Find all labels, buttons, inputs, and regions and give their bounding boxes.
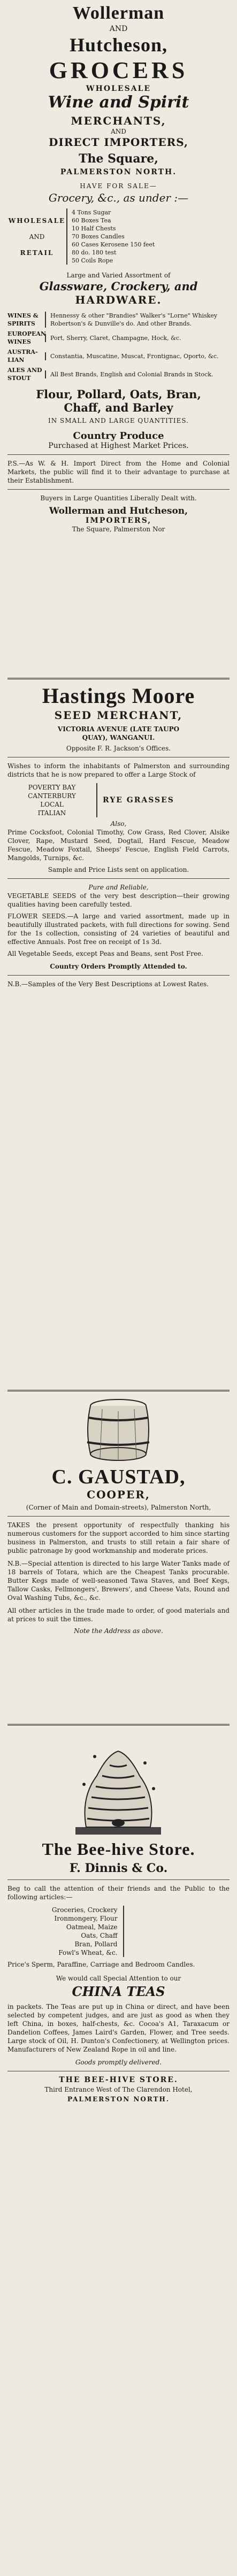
buyers-line: Buyers in Large Quantities Liberally Dealt with. — [40, 494, 197, 502]
ales-text: All Best Brands, English and Colonial Brands in Stock. — [45, 370, 230, 378]
list-item: 70 Boxes Candles — [72, 233, 125, 240]
nb-line: N.B.—Samples of the Very Best Descriptions at Lowest Rates. — [7, 980, 209, 988]
advert-separator — [7, 1390, 230, 1391]
austral-label: AUSTRA-LIAN — [7, 349, 38, 363]
direct-importers-heading: DIRECT IMPORTERS, — [49, 136, 188, 149]
town-line: PALMERSTON NORTH. — [67, 2095, 170, 2103]
third-entrance: Third Entrance West of The Clarendon Hotel, — [44, 2086, 193, 2093]
side-and: AND — [29, 233, 45, 241]
euro-label: EUROPEAN WINES — [7, 330, 46, 345]
austral-text: Constantia, Muscatine, Muscat, Frontignac, Oporto, &c. — [45, 352, 230, 360]
euro-text: Port, Sherry, Claret, Champagne, Hock, &c. — [45, 334, 230, 342]
list-item — [7, 366, 230, 382]
divider — [7, 1879, 230, 1880]
and-word-2: AND — [111, 128, 126, 135]
hastings-advert — [7, 684, 230, 988]
cooper-heading: COOPER, — [87, 1488, 150, 1501]
beehive-illustration — [7, 1732, 230, 1839]
wholesale-retail-side — [7, 216, 66, 257]
divider — [7, 454, 230, 455]
list-item: Ironmongery, Flour — [54, 1915, 118, 1922]
ps-paragraph: P.S.—As W. & H. Import Direct from the Home and Colonial Markets, the public will find it to their advantage to purchase at their Establishment. — [7, 460, 230, 484]
opposite-line: Opposite F. R. Jackson's Offices. — [66, 745, 171, 752]
list-item: Fowl's Wheat, &c. — [58, 1949, 118, 1956]
merchants-heading: MERCHANTS, — [71, 114, 166, 127]
list-item: Oats, Chaff — [81, 1932, 118, 1939]
quantities-line: IN SMALL AND LARGE QUANTITIES. — [48, 417, 189, 424]
list-item: 60 Cases Kerosene 150 feet — [72, 241, 155, 248]
country-produce-heading: Country Produce — [73, 430, 164, 442]
divider — [7, 1516, 230, 1517]
veg-post-line: All Vegetable Seeds, except Peas and Beans, sent Post Free. — [7, 950, 203, 957]
list-item: 10 Half Chests — [72, 225, 116, 232]
hardware-heading: HARDWARE. — [75, 293, 162, 306]
wines-text: Hennessy & other "Brandies" Walker's "Lorne" Whiskey Robertson's & Dunville's do. And other Brands. — [45, 312, 230, 328]
gaustad-advert — [7, 1398, 230, 1635]
beehive-title: The Bee-hive Store. — [42, 1839, 195, 1859]
other-articles-paragraph: All other articles in the trade made to order, of good materials and at prices to suit the times. — [7, 1607, 230, 1623]
rye-grasses-label: RYE GRASSES — [103, 796, 174, 804]
rye-grass-block — [7, 783, 230, 817]
grocers-heading: GROCERS — [49, 57, 188, 83]
list-item: LOCAL — [40, 801, 64, 808]
list-item: 4 Tons Sugar — [72, 209, 111, 216]
wholesale-retail-block — [7, 208, 230, 265]
glass-intro: Large and Varied Assortment of — [66, 272, 171, 279]
address-2: QUAY), WANGANUI. — [82, 734, 155, 741]
importers-line: IMPORTERS, — [85, 516, 152, 525]
tanks-paragraph: N.B.—Special attention is directed to his large Water Tanks made of 18 barrels of Totara, which are the Cheapest Tanks procurable. Butter Kegs made of well-seasoned Tawa Staves, and Beef Kegs, Tallow Casks, Fellmongers', Brewers', and Cheese Vats, Round and Oval Washing Tubs, &c., &c. — [7, 1560, 230, 1602]
barrel-illustration — [7, 1398, 230, 1463]
purchased-line: Purchased at Highest Market Prices. — [48, 442, 189, 450]
side-retail: RETAIL — [20, 249, 54, 257]
list-item — [7, 348, 230, 364]
advert-separator — [7, 1724, 230, 1726]
town-heading: PALMERSTON NORTH. — [60, 168, 177, 176]
teas-paragraph: in packets. The Teas are put up in China or direct, and have been selected by competent judges, and are just as good as when they left China, in boxes, half-chests, &c. Cocoa's A1, Taraxacum or Dandelion Coffees, James Laird's Garden, Flower, and Tree seeds. Large stock of Oil, H. Dunton's Confectionery, at Wellington prices. Manufacturers of New Zealand Rope in oil and line. — [7, 2003, 230, 2053]
goods-delivered: Goods promptly delivered. — [75, 2059, 162, 2066]
grass-list — [7, 783, 97, 817]
country-orders: Country Orders Promptly Attended to. — [50, 963, 187, 970]
list-item — [7, 330, 230, 346]
owner-name: F. Dinnis & Co. — [69, 1861, 168, 1875]
stock-list — [66, 208, 230, 265]
gaustad-name: C. GAUSTAD, — [51, 1466, 186, 1488]
and-word: AND — [109, 25, 128, 33]
store-signature: THE BEE-HIVE STORE. — [59, 2076, 178, 2084]
list-item: 60 Boxes Tea — [72, 217, 111, 224]
price-candles: Price's Sperm, Paraffine, Carriage and Bedroom Candles. — [7, 1961, 195, 1968]
hastings-name: Hastings Moore — [42, 684, 195, 708]
glassware-heading: Glassware, Crockery, and — [39, 280, 198, 293]
address-1: VICTORIA AVENUE (LATE TAUPO — [57, 725, 180, 733]
list-item: Groceries, Crockery — [51, 1906, 118, 1914]
barrel-icon — [81, 1398, 156, 1461]
vegetable-paragraph: VEGETABLE SEEDS of the very best description—their growing qualities having been carefully tested. — [7, 892, 230, 908]
flour-heading: Flour, Pollard, Oats, Bran, — [36, 388, 201, 401]
list-item — [7, 312, 230, 328]
flower-paragraph: FLOWER SEEDS.—A large and varied assortment, made up in beautifully illustrated packets, with full directions for sowing. Send for the 1s collection, consisting of 24 varieties of beautiful and effective Annuals. Post free on receipt of 1s 3d. — [7, 912, 230, 946]
list-item: Oatmeal, Maize — [66, 1923, 118, 1931]
special-attention: We would call Special Attention to our — [56, 1975, 181, 1982]
chaff-heading: Chaff, and Barley — [64, 401, 173, 414]
wine-spirit-heading: Wine and Spirit — [48, 93, 189, 112]
beehive-icon — [65, 1733, 172, 1838]
divider — [7, 878, 230, 879]
corner-line: (Corner of Main and Domain-streets), Palmerston North, — [26, 1504, 211, 1511]
goods-list — [7, 1906, 124, 1957]
square-heading: The Square, — [79, 152, 158, 166]
side-wholesale: WHOLESALE — [8, 216, 66, 225]
wholesale-heading: WHOLESALE — [86, 84, 151, 93]
wollerman-advert — [7, 3, 230, 533]
intro-paragraph: Beg to call the attention of their friends and the Public to the following articles:— — [7, 1885, 230, 1901]
note-address: Note the Address as above. — [74, 1627, 163, 1635]
list-item: CANTERBURY — [28, 792, 76, 800]
goods-block — [7, 1906, 230, 1957]
intro-paragraph: Wishes to inform the inhabitants of Palmerston and surrounding districts that he is now prepared to offer a Large Stock of — [7, 762, 230, 778]
also-line: Also, — [110, 820, 127, 827]
divider — [7, 975, 230, 976]
samples-line: Sample and Price Lists sent on application. — [48, 866, 189, 873]
thanks-paragraph: TAKES the present opportunity of respectfully thanking his numerous customers for the support accorded to him since starting business in Palmerston, and trusts to still retain a fair share of public patronage by good workmanship and moderate prices. — [7, 1521, 230, 1554]
grasses-paragraph: Prime Cocksfoot, Colonial Timothy, Cow Grass, Red Clover, Alsike Clover, Rape, Mustard Seed, Dogtail, Hard Fescue, Meadow Fescue, Meadow Foxtail, Sheeps' Fescue, English Field Carrots, Mangolds, Turnips, &c. — [7, 829, 230, 862]
advert-separator — [7, 678, 230, 679]
divider — [7, 489, 230, 490]
ales-label: ALES AND STOUT — [7, 367, 42, 382]
signature: Wollerman and Hutcheson, — [49, 506, 188, 516]
china-teas-heading: CHINA TEAS — [72, 1984, 165, 1999]
address-line: The Square, Palmerston Nor — [72, 525, 165, 533]
have-for-sale: HAVE FOR SALE— — [80, 182, 157, 190]
list-item: ITALIAN — [37, 809, 66, 817]
list-item: 50 Coils Rope — [72, 257, 113, 264]
list-item: 80 do. 180 test — [72, 249, 117, 256]
list-item: Bran, Pollard — [74, 1940, 118, 1948]
grocery-line: Grocery, &c., as under :— — [48, 191, 189, 204]
hutcheson-name: Hutcheson, — [69, 34, 168, 56]
wollerman-name: Wollerman — [72, 3, 165, 23]
pure-line: Pure and Reliable, — [88, 884, 149, 891]
list-item: POVERTY BAY — [28, 784, 76, 791]
wines-label: WINES & SPIRITS — [7, 312, 39, 327]
liquor-list — [7, 312, 230, 382]
seed-merchant-heading: SEED MERCHANT, — [54, 709, 183, 722]
beehive-advert — [7, 1732, 230, 2103]
